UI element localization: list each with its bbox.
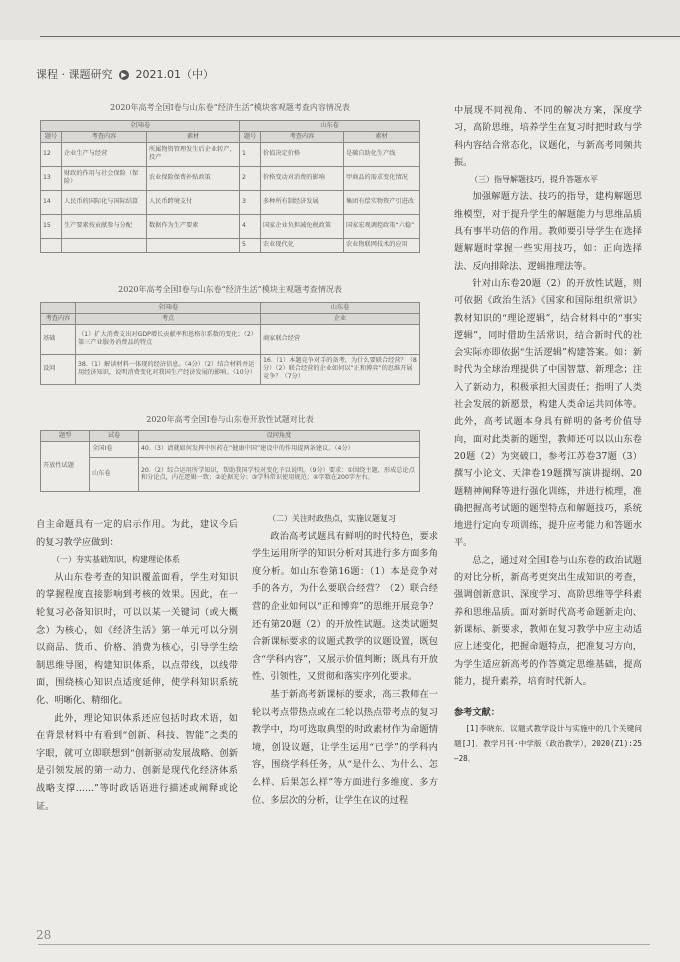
table3-caption: 2020年高考全国Ⅰ卷与山东卷开放性试题对比表 bbox=[146, 415, 314, 424]
table-row bbox=[41, 441, 420, 457]
cell: 是碳自助化生产线 bbox=[344, 142, 420, 166]
bottom-rule bbox=[38, 944, 650, 945]
cell: 国家宏观调控政策“六稳” bbox=[344, 214, 420, 238]
t1-col: 素材 bbox=[147, 131, 240, 142]
cell: 生产要素按贡献参与分配 bbox=[62, 214, 147, 238]
cell: 农业保险保费补贴政策 bbox=[147, 166, 240, 190]
t2-col: 企业 bbox=[261, 313, 420, 324]
cell: 4 bbox=[240, 214, 261, 238]
t1-col: 素材 bbox=[344, 131, 420, 142]
cell: 16.（1）本题竞争对手的备考，为什么要联合经营？（8分）（2）联合经营的企业如何以“正和博弈”的思维开展竞争？（7分） bbox=[261, 354, 420, 384]
cell: 国家企业负担减免税政策 bbox=[261, 214, 344, 238]
column-middle bbox=[252, 510, 438, 809]
cell: 1 bbox=[240, 142, 261, 166]
table-row bbox=[41, 238, 420, 252]
cell: 价格变动对消费的影响 bbox=[261, 166, 344, 190]
t2-blank bbox=[41, 303, 76, 314]
t1-col: 题号 bbox=[240, 131, 261, 142]
t3-col: 试卷 bbox=[90, 431, 139, 442]
cell: 全国Ⅰ卷 bbox=[90, 441, 139, 457]
cell: 所属物资管理发生后企业转产、投产 bbox=[147, 142, 240, 166]
table-row bbox=[41, 457, 420, 491]
cell: 多种所有制经济发展 bbox=[261, 190, 344, 214]
cell: 财政的作用与社会保险（保险） bbox=[62, 166, 147, 190]
subheading: （一）夯实基础知识，构建理论体系 bbox=[52, 555, 180, 565]
table-row bbox=[41, 190, 420, 214]
page-number: 28 bbox=[36, 928, 52, 942]
cell: 5 bbox=[240, 238, 261, 252]
play-icon: ▶ bbox=[119, 70, 129, 80]
scan-top-band bbox=[0, 0, 680, 40]
t1-col: 考查内容 bbox=[62, 131, 147, 142]
subheading: （二）关注时政热点，实施议题复习 bbox=[268, 514, 396, 523]
header-date: 2021.01（中） bbox=[135, 68, 214, 81]
paragraph: 自主命题具有一定的启示作用。为此，建议今后的复习教学应做到： bbox=[36, 519, 238, 548]
references-title: 参考文献： bbox=[454, 707, 500, 719]
table1 bbox=[40, 120, 420, 253]
paragraph: 从山东卷考查的知识覆盖面看，学生对知识的掌握程度直接影响到考核的效果。因此，在一轮复习必备知识时，可以以某一关键词（或大概念）为核心，如《经济生活》第一单元可以分别以商品、货币、价格、消费为核心，引导学生绘制思维导图，构建知识体系，以点带线，以线带面，围绕核心知识点适度延伸，使学科知识系统化、明晰化、精细化。 bbox=[36, 571, 238, 706]
table1-caption: 2020年高考全国Ⅰ卷与山东卷“经济生活”模块客观题考查内容情况表 bbox=[110, 103, 350, 112]
t2-left-title: 全国Ⅰ卷 bbox=[76, 303, 261, 314]
cell: 20.（2）综合运用所学知识，帮助我国学校对变化予以说明。（9分）要求：①围绕主题，形成总论点和分论点，内在逻辑一致；②论据充分；③学科常识使用规范；④字数在200字左右。 bbox=[139, 457, 420, 491]
page-header bbox=[36, 66, 214, 82]
cell: 12 bbox=[41, 142, 62, 166]
t2-col: 考查内容 bbox=[41, 313, 76, 324]
cell: 13 bbox=[41, 166, 62, 190]
cell: 38.（1）解读材料一体现的经济信息。（4分）（2）结合材料并运用经济知识，说明消费变化对我国生产经济发展的影响。（10分） bbox=[76, 354, 261, 384]
cell bbox=[62, 238, 147, 252]
header-section: 课程 · 课题研究 bbox=[36, 68, 113, 81]
table2-caption: 2020年高考全国Ⅰ卷与山东卷“经济生活”模块主观题考查情况表 bbox=[118, 285, 342, 294]
t2-right-title: 山东卷 bbox=[261, 303, 420, 314]
column-left bbox=[36, 516, 238, 815]
paragraph: 政治高考试题具有鲜明的时代特色，要求学生运用所学的知识分析对其进行多方面多角度分析。如山东卷第16题：（1）本是竞争对手的各方，为什么要联合经营？（2）联合经营的企业如何以“正和博弈”的思维开展竞争？还有第20题（2）的开放性试题。这类试题契合新课标要求的议题式教学的议题设置，既包含“学科内容”，又展示价值判断；既具有开放性、引领性，又贯彻和落实序列化要求。 bbox=[252, 530, 438, 683]
column-right bbox=[454, 102, 642, 766]
table-row bbox=[41, 214, 420, 238]
cell bbox=[41, 238, 62, 252]
table-row bbox=[41, 354, 420, 384]
table-row bbox=[41, 142, 420, 166]
t1-right-title: 山东卷 bbox=[240, 121, 420, 132]
t1-col: 题号 bbox=[41, 131, 62, 142]
t1-col: 考查内容 bbox=[261, 131, 344, 142]
cell: （1）扩大消费支出对GDP增长贡献率和恩格尔系数的变化；（2）第三产业服务消费品的特点 bbox=[76, 324, 261, 354]
cell: 14 bbox=[41, 190, 62, 214]
cell: 人民币的国际化与国际结算 bbox=[62, 190, 147, 214]
reference-item: [1]李晓东．议题式教学设计与实施中的几个关键问题[J]．教学月刊·中学版（政治教学），2020(Z1):25—28． bbox=[454, 724, 642, 764]
cell: 人民币跨境支付 bbox=[147, 190, 240, 214]
cell bbox=[147, 238, 240, 252]
paragraph: 总之，通过对全国Ⅰ卷与山东卷的政治试题的对比分析，新高考更突出生成知识的考查，强调创新意识、深度学习、高阶思维等学科素养和思维品质。面对新时代高考命题新走向、新课标、新要求，教师在复习教学中应主动适应上述变化，把握命题特点，把准复习方向，为学生适应新高考的作答奠定思维基础，提高能力，提升素养，培育时代新人。 bbox=[454, 554, 642, 687]
paragraph: 中展现不同视角、不同的解决方案，深度学习，高阶思维，培养学生在复习时把时政与学科内容结合常态化，议题化，与新高考同频共振。 bbox=[454, 105, 642, 168]
cell: 集团有偿实物资产引进改 bbox=[344, 190, 420, 214]
cell: 农业现代化 bbox=[261, 238, 344, 252]
paragraph: 针对山东卷20题（2）的开放性试题，则可依据《政治生活》《国家和国际组织常识》教材知识的“理论逻辑”，结合材料中的“事实逻辑”，同时借助生活常识，结合新时代的社会实际亦即依据“生活逻辑”构建答案。如：新时代为全球治理提供了中国智慧、新理念；注入了新动力，积极承担大国责任；指明了人类社会发展的新愿景，构建人类命运共同体等。此外，高考试题本身具有鲜明的备考价值导向，面对此类新的题型，教师还可以以山东卷20题（2）为突破口，参考江苏卷37题（3）撰写小论文、天津卷19题撰写演讲提纲、20题精神阐释等进行强化训练，并进行梳理，准确把握高考试题的题型特点和解题技巧，系统地进行定向专项训练，提升应考能力和答题水平。 bbox=[454, 277, 642, 549]
t3-col: 题型 bbox=[41, 431, 90, 442]
t2-col: 考点 bbox=[76, 313, 261, 324]
cell: 3 bbox=[240, 190, 261, 214]
table-row bbox=[41, 324, 420, 354]
paragraph: 加强解题方法、技巧的指导，建构解题思维模型，对于提升学生的解题能力与思维品质具有事半功倍的作用。教师要引导学生在选择题解题时掌握一些实用技巧，如：正向选择法、反向排除法、逻辑推理法等。 bbox=[454, 191, 642, 272]
cell: 基础 bbox=[41, 324, 76, 354]
cell: 价值决定价格 bbox=[261, 142, 344, 166]
t1-left-title: 全国Ⅰ卷 bbox=[41, 121, 240, 132]
paragraph: 基于新高考新课标的要求，高三教师在一轮以考点带热点或在二轮以热点带考点的复习教学中，均可选取典型的时政素材作为命题情境，创设议题，让学生运用“已学”的学科内容，围绕学科任务，从“是什么、为什么、怎么样、后果怎么样”等方面进行多维度、多方位、多层次的分析，让学生在议的过程 bbox=[252, 688, 438, 806]
cell: 设问 bbox=[41, 354, 76, 384]
cell: 甲商品的需求变化情况 bbox=[344, 166, 420, 190]
cell: 数据作为生产要素 bbox=[147, 214, 240, 238]
table2 bbox=[40, 302, 420, 385]
t3-col: 设问角度 bbox=[139, 431, 420, 442]
top-rule bbox=[40, 36, 680, 37]
cell: 开放性试题 bbox=[41, 441, 90, 491]
cell: 15 bbox=[41, 214, 62, 238]
cell: 山东卷 bbox=[90, 457, 139, 491]
table3 bbox=[40, 430, 420, 492]
cell: 农业物联网技术的应用 bbox=[344, 238, 420, 252]
cell: 企业生产与经营 bbox=[62, 142, 147, 166]
subheading: （三）指导解题技巧，提升答题水平 bbox=[470, 175, 598, 185]
table-row bbox=[41, 166, 420, 190]
cell: 商家联合经营 bbox=[261, 324, 420, 354]
paragraph: 此外，理论知识体系还应包括时政术语，如在背景材料中有看到“创新、科技、智能”之类的字眼，就可立即联想到“创新驱动发展战略、创新是引领发展的第一动力、创新是现代化经济体系战略支撑……”等时政话语进行描述或阐释或论证。 bbox=[36, 712, 238, 812]
cell: 2 bbox=[240, 166, 261, 190]
cell: 40.（3）请就如何发挥中医药在“健康中国”建设中的作用提两条建议。（4分） bbox=[139, 441, 420, 457]
